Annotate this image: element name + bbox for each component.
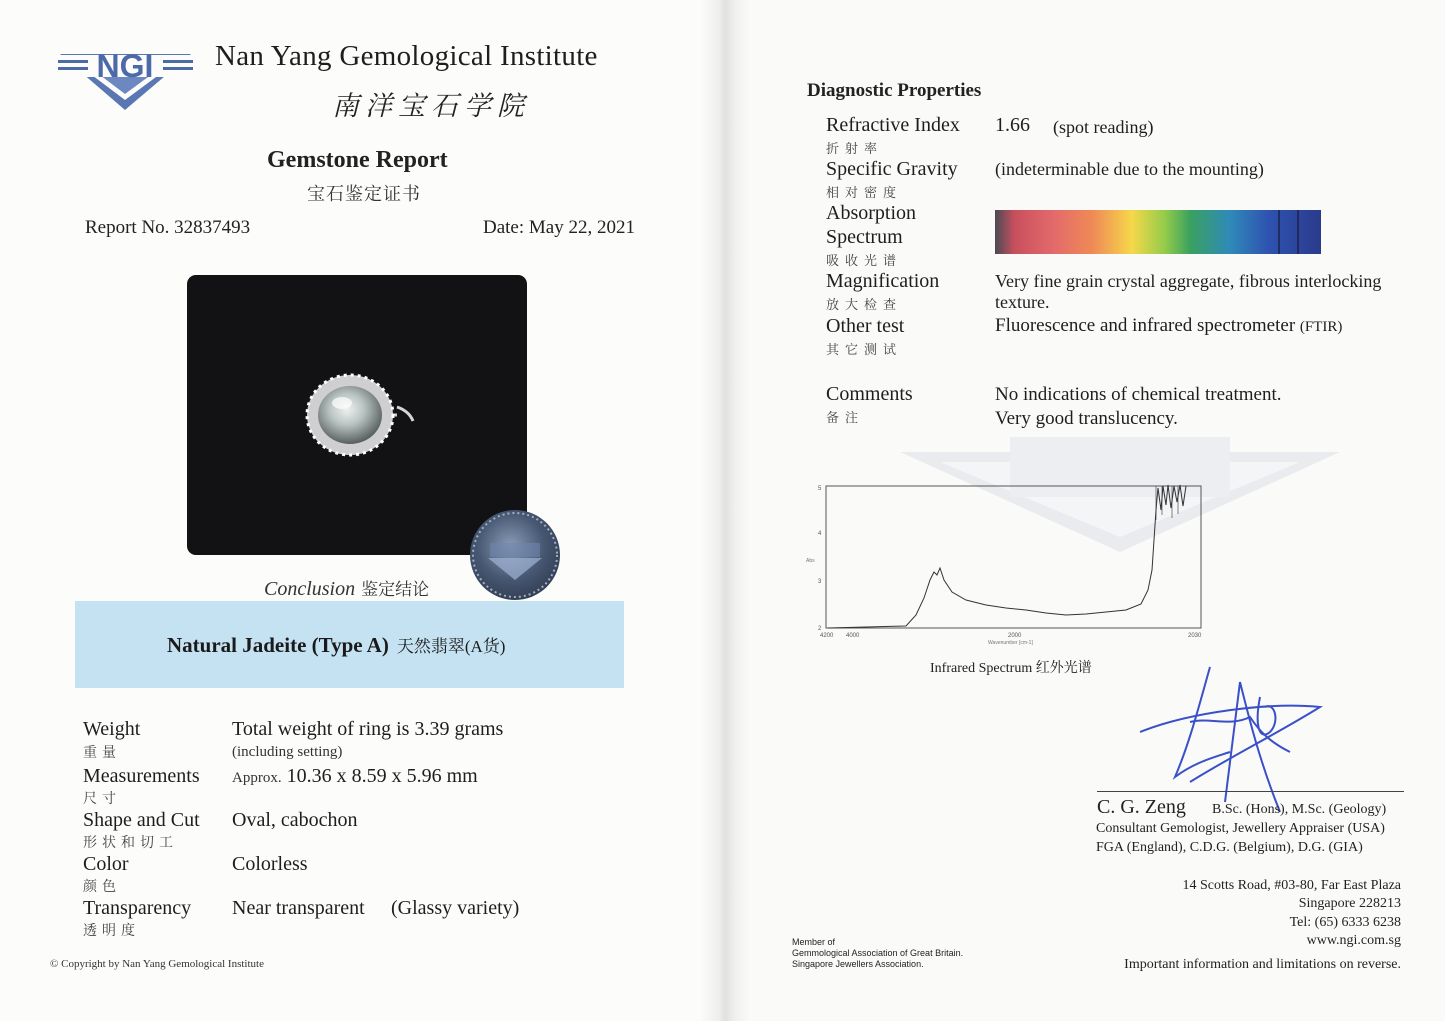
ir-caption-cn: 红外光谱	[1035, 661, 1092, 676]
weight-note: (including setting)	[232, 744, 343, 760]
y-axis-label: Abs	[806, 558, 815, 564]
y-tick: 2	[818, 626, 822, 632]
spectrum-label: Spectrum	[826, 226, 903, 248]
ri-label-cn: 折射率	[826, 141, 884, 156]
right-page	[720, 0, 1445, 1021]
other-test-value	[995, 315, 1342, 337]
result-cn: 天然翡翠(A货)	[396, 637, 506, 656]
x-axis-label: Wavenumber [cm-1]	[988, 640, 1033, 646]
signer-credentials-2: FGA (England), C.D.G. (Belgium), D.G. (GIA)	[1096, 840, 1363, 855]
x-tick: 4000	[846, 633, 860, 639]
infrared-spectrum-plot	[806, 480, 1216, 650]
magnification-value-1: Very fine grain crystal aggregate, fibrous interlocking	[995, 271, 1382, 291]
member-line-1: Member of	[792, 937, 836, 947]
x-tick: 4200	[820, 633, 834, 639]
measurements-prefix: Approx.	[232, 770, 282, 786]
spectrum-line	[1278, 210, 1280, 254]
shape-label: Shape and Cut	[83, 809, 200, 831]
x-tick: 2030	[1188, 633, 1202, 639]
measurements-value	[232, 765, 478, 788]
other-test-label-cn: 其它测试	[826, 342, 903, 357]
report-date: Date: May 22, 2021	[483, 217, 635, 238]
measurements-label: Measurements	[83, 765, 200, 787]
institute-name-cn: 南洋宝石学院	[332, 91, 530, 121]
signature-line	[1097, 791, 1404, 792]
report-title-cn: 宝石鉴定证书	[307, 184, 421, 204]
y-tick: 5	[818, 486, 822, 492]
hologram-seal	[470, 510, 560, 600]
comments-label-cn: 备注	[826, 410, 865, 425]
copyright: © Copyright by Nan Yang Gemological Institute	[50, 958, 264, 970]
shape-value: Oval, cabochon	[232, 809, 358, 831]
diagnostic-title: Diagnostic Properties	[807, 80, 982, 101]
measurements-label-cn: 尺寸	[83, 792, 121, 807]
y-tick: 4	[818, 531, 822, 537]
signer-credentials-1: Consultant Gemologist, Jewellery Appraiser (USA)	[1096, 821, 1385, 836]
address-web: www.ngi.com.sg	[1306, 933, 1401, 948]
color-label-cn: 颜色	[83, 880, 121, 895]
transparency-extra: (Glassy variety)	[391, 897, 520, 919]
comments-value-1: No indications of chemical treatment.	[995, 384, 1282, 405]
signer-name: C. G. Zeng	[1097, 796, 1186, 818]
address-line-1: 14 Scotts Road, #03-80, Far East Plaza	[1182, 878, 1401, 893]
sg-label-cn: 相对密度	[826, 185, 903, 200]
other-test-text: Fluorescence and infrared spectrometer	[995, 315, 1296, 336]
page-gutter	[700, 0, 750, 1021]
other-test-ftir: (FTIR)	[1299, 319, 1343, 335]
institute-name: Nan Yang Gemological Institute	[215, 40, 598, 72]
color-value: Colorless	[232, 853, 308, 875]
sg-label: Specific Gravity	[826, 158, 958, 180]
magnification-label-cn: 放大检查	[826, 297, 903, 312]
conclusion-result	[167, 632, 505, 658]
ir-curve	[828, 485, 1186, 628]
important-note: Important information and limitations on reverse.	[1124, 957, 1401, 972]
magnification-label: Magnification	[826, 270, 940, 292]
signer-degrees: B.Sc. (Hons), M.Sc. (Geology)	[1212, 802, 1387, 817]
magnification-value-2: texture.	[995, 292, 1050, 312]
conclusion-label-cn: 鉴定结论	[361, 580, 430, 599]
comments-value-2: Very good translucency.	[995, 408, 1178, 429]
comments-label: Comments	[826, 383, 913, 405]
report-title: Gemstone Report	[267, 147, 448, 173]
member-line-3: Singapore Jewellers Association.	[792, 959, 924, 969]
left-page	[0, 0, 720, 1021]
member-line-2: Gemmological Association of Great Britain.	[792, 948, 964, 958]
weight-value: Total weight of ring is 3.39 grams	[232, 718, 504, 740]
report-number: Report No. 32837493	[85, 217, 251, 238]
transparency-value: Near transparent	[232, 897, 365, 919]
ri-label: Refractive Index	[826, 114, 960, 136]
logo-text: NGI	[96, 48, 154, 84]
ir-caption-en: Infrared Spectrum	[930, 661, 1033, 676]
ngi-logo	[58, 40, 193, 112]
y-tick: 3	[818, 579, 822, 585]
x-tick: 2000	[1008, 633, 1022, 639]
address-line-2: Singapore 228213	[1298, 896, 1401, 911]
ir-caption	[930, 657, 1092, 677]
transparency-label: Transparency	[83, 897, 192, 919]
measurements-number: 10.36 x 8.59 x 5.96 mm	[286, 765, 478, 787]
conclusion-heading	[264, 575, 429, 601]
conclusion-label: Conclusion	[264, 578, 356, 600]
weight-label: Weight	[83, 718, 141, 740]
plot-frame	[826, 486, 1201, 628]
spectrum-line	[1297, 210, 1299, 254]
result-en: Natural Jadeite (Type A)	[167, 633, 389, 657]
color-label: Color	[83, 853, 129, 875]
other-test-label: Other test	[826, 315, 905, 337]
absorption-label: Absorption	[826, 202, 916, 224]
sg-value: (indeterminable due to the mounting)	[995, 159, 1264, 179]
absorption-spectrum-bar	[995, 210, 1321, 254]
weight-label-cn: 重量	[83, 746, 121, 761]
address-tel: Tel: (65) 6333 6238	[1289, 915, 1401, 930]
membership-note	[792, 937, 963, 970]
ri-value: 1.66	[995, 114, 1030, 136]
transparency-label-cn: 透明度	[83, 924, 140, 939]
shape-label-cn: 形状和切工	[83, 836, 178, 851]
absorption-label-cn: 吸收光谱	[826, 253, 903, 268]
ri-note: (spot reading)	[1053, 117, 1154, 137]
